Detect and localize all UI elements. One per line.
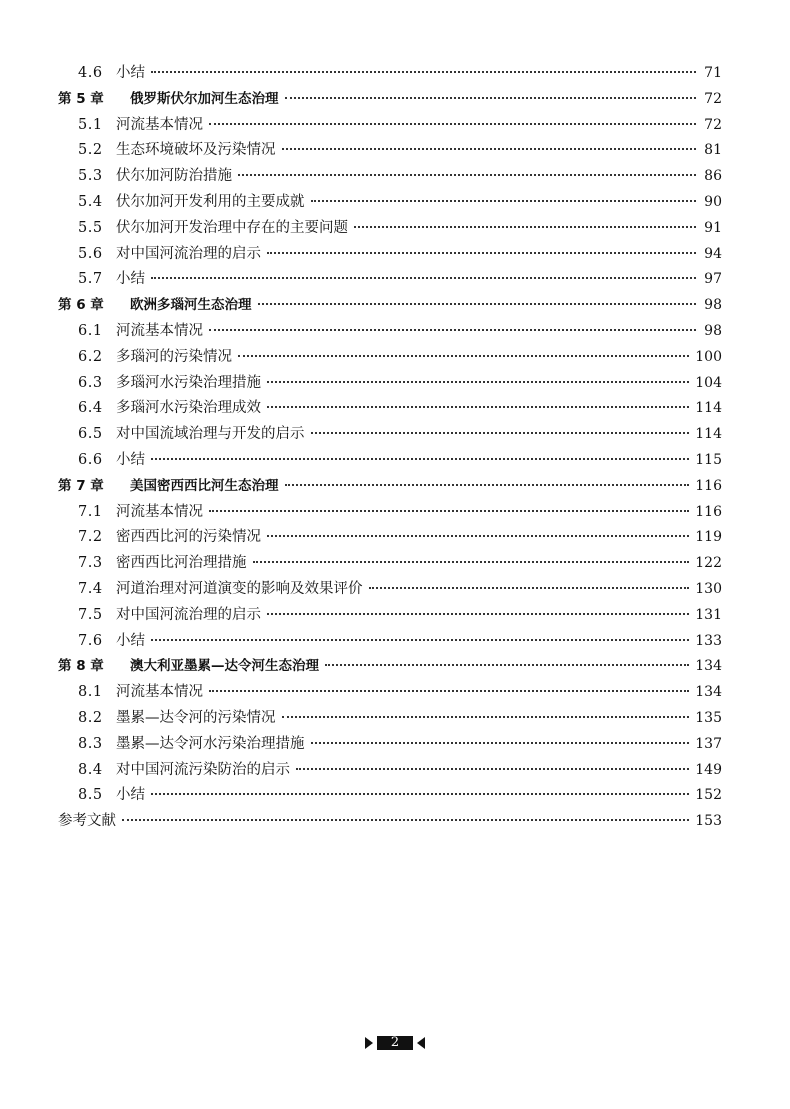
toc-entry-title: 参考文献	[58, 813, 116, 830]
toc-entry-title: 多瑙河水污染治理措施	[116, 374, 261, 391]
dot-leader	[282, 716, 690, 718]
page-number: 2	[377, 1036, 413, 1050]
toc-entry-number: 5.2	[78, 142, 103, 159]
dot-leader	[209, 690, 689, 692]
dot-leader	[354, 226, 696, 228]
toc-section-entry[interactable]	[58, 267, 722, 293]
toc-entry-number: 8.5	[78, 787, 103, 804]
toc-section-entry[interactable]	[58, 345, 722, 371]
toc-entry-number: 7.2	[78, 529, 103, 546]
toc-entry-page: 91	[704, 219, 722, 236]
toc-entry-title: 河流基本情况	[116, 322, 203, 339]
toc-entry-page: 72	[704, 116, 722, 133]
toc-entry-title: 小结	[116, 787, 145, 804]
toc-entry-page: 98	[704, 297, 722, 314]
toc-entry-page: 116	[695, 503, 722, 520]
toc-entry-page: 135	[695, 709, 722, 726]
toc-section-entry[interactable]	[58, 783, 722, 809]
toc-section-entry[interactable]	[58, 603, 722, 629]
toc-entry-page: 97	[704, 271, 722, 288]
toc-entry-page: 71	[704, 65, 722, 81]
toc-entry-title: 墨累—达令河水污染治理措施	[116, 735, 305, 752]
toc-section-entry[interactable]	[58, 371, 722, 397]
arrow-left-icon	[417, 1037, 425, 1049]
toc-entry-page: 94	[704, 245, 722, 262]
dot-leader	[151, 793, 689, 795]
toc-entry-title: 小结	[116, 271, 145, 288]
toc-entry-number: 8.3	[78, 735, 103, 752]
toc-section-entry[interactable]	[58, 319, 722, 345]
toc-entry-title: 欧洲多瑙河生态治理	[130, 297, 252, 314]
toc-entry-page: 116	[695, 477, 722, 494]
toc-entry-page: 152	[695, 787, 722, 804]
toc-entry-page: 122	[695, 555, 722, 572]
toc-section-entry[interactable]	[58, 680, 722, 706]
toc-entry-number: 8.2	[78, 709, 103, 726]
toc-entry-number: 第 8 章	[58, 658, 104, 675]
toc-entry-page: 86	[704, 168, 722, 185]
toc-chapter-entry[interactable]	[58, 474, 722, 500]
toc-entry-number: 6.2	[78, 348, 103, 365]
toc-entry-title: 伏尔加河开发治理中存在的主要问题	[116, 219, 348, 236]
dot-leader	[151, 71, 696, 73]
dot-leader	[311, 200, 697, 202]
toc-entry-number: 6.3	[78, 374, 103, 391]
toc-entry-page: 90	[704, 193, 722, 210]
toc-entry-number: 6.5	[78, 426, 103, 443]
toc-section-entry[interactable]	[58, 216, 722, 242]
toc-chapter-entry[interactable]	[58, 293, 722, 319]
dot-leader	[238, 174, 696, 176]
toc-entry-number: 5.7	[78, 271, 103, 288]
toc-entry-title: 美国密西西比河生态治理	[130, 477, 279, 494]
dot-leader	[258, 303, 697, 305]
toc-entry-title: 密西西比河的污染情况	[116, 529, 261, 546]
toc-entry-page: 72	[704, 90, 722, 107]
toc-entry-number: 7.5	[78, 606, 103, 623]
toc-section-entry[interactable]	[58, 164, 722, 190]
toc-entry-number: 4.6	[78, 65, 103, 81]
toc-chapter-entry[interactable]	[58, 654, 722, 680]
toc-section-entry[interactable]	[58, 242, 722, 268]
toc-entry-title: 对中国河流治理的启示	[116, 245, 261, 262]
dot-leader	[285, 484, 690, 486]
toc-entry-number: 5.4	[78, 193, 103, 210]
toc-section-entry[interactable]	[58, 113, 722, 139]
toc-entry-title: 墨累—达令河的污染情况	[116, 709, 276, 726]
toc-entry-number: 8.4	[78, 761, 103, 778]
toc-entry-page: 100	[695, 348, 722, 365]
toc-entry-number: 6.6	[78, 451, 103, 468]
toc-entry-title: 生态环境破坏及污染情况	[116, 142, 276, 159]
toc-chapter-entry[interactable]	[58, 87, 722, 113]
toc-section-entry[interactable]	[58, 448, 722, 474]
dot-leader	[209, 510, 689, 512]
toc-section-entry[interactable]	[58, 138, 722, 164]
dot-leader	[311, 432, 690, 434]
toc-entry-page: 153	[695, 813, 722, 830]
dot-leader	[267, 535, 689, 537]
toc-entry-title: 小结	[116, 65, 145, 81]
toc-section-entry[interactable]	[58, 551, 722, 577]
dot-leader	[151, 639, 689, 641]
toc-section-entry[interactable]	[58, 577, 722, 603]
toc-entry-page: 115	[695, 451, 722, 468]
toc-section-entry[interactable]	[58, 758, 722, 784]
toc-section-entry[interactable]	[58, 396, 722, 422]
toc-entry-number: 5.1	[78, 116, 103, 133]
toc-section-entry[interactable]	[58, 422, 722, 448]
toc-entry-title: 多瑙河的污染情况	[116, 348, 232, 365]
toc-entry-page: 81	[704, 142, 722, 159]
toc-entry-title: 伏尔加河开发利用的主要成就	[116, 193, 305, 210]
toc-entry-title: 对中国河流治理的启示	[116, 606, 261, 623]
dot-leader	[151, 277, 696, 279]
toc-entry-title: 俄罗斯伏尔加河生态治理	[130, 90, 279, 107]
toc-entry-title: 对中国河流污染防治的启示	[116, 761, 290, 778]
toc-entry-page: 104	[695, 374, 722, 391]
toc-entry-page: 114	[695, 426, 722, 443]
toc-section-entry[interactable]	[58, 500, 722, 526]
toc-entry-number: 第 6 章	[58, 297, 104, 314]
toc-entry-page: 134	[695, 658, 722, 675]
dot-leader	[122, 819, 689, 821]
toc-entry-number: 5.5	[78, 219, 103, 236]
toc-entry-page: 149	[695, 761, 722, 778]
dot-leader	[209, 123, 696, 125]
dot-leader	[151, 458, 689, 460]
toc-section-entry[interactable]	[58, 706, 722, 732]
toc-entry-number: 第 7 章	[58, 477, 104, 494]
toc-entry-title: 河道治理对河道演变的影响及效果评价	[116, 580, 363, 597]
toc-section-entry[interactable]	[58, 190, 722, 216]
toc-entry-page: 137	[695, 735, 722, 752]
toc-section-entry[interactable]	[58, 525, 722, 551]
toc-section-entry[interactable]	[58, 732, 722, 758]
toc-entry-page: 114	[695, 400, 722, 417]
page-footer	[0, 1036, 790, 1050]
dot-leader	[267, 613, 689, 615]
toc-entry-title: 密西西比河治理措施	[116, 555, 247, 572]
toc-entry-page: 130	[695, 580, 722, 597]
dot-leader	[209, 329, 696, 331]
toc-entry-title: 对中国流域治理与开发的启示	[116, 426, 305, 443]
toc-entry-title: 河流基本情况	[116, 684, 203, 701]
toc-entry-title: 澳大利亚墨累—达令河生态治理	[130, 658, 319, 675]
arrow-right-icon	[365, 1037, 373, 1049]
toc-entry-page: 134	[695, 684, 722, 701]
toc-entry-page: 98	[704, 322, 722, 339]
dot-leader	[282, 148, 697, 150]
dot-leader	[285, 97, 697, 99]
toc-entry-number: 7.6	[78, 632, 103, 649]
toc-entry-page: 131	[695, 606, 722, 623]
toc-entry-title: 小结	[116, 451, 145, 468]
toc-entry-page: 119	[695, 529, 722, 546]
toc-entry-number: 6.4	[78, 400, 103, 417]
toc-entry-number: 6.1	[78, 322, 103, 339]
toc-entry-page: 133	[695, 632, 722, 649]
toc-entry-title: 伏尔加河防治措施	[116, 168, 232, 185]
table-of-contents	[58, 61, 722, 835]
dot-leader	[238, 355, 689, 357]
toc-entry-number: 5.6	[78, 245, 103, 262]
toc-entry-number: 8.1	[78, 684, 103, 701]
dot-leader	[267, 406, 689, 408]
toc-entry-number: 7.4	[78, 580, 103, 597]
dot-leader	[296, 768, 689, 770]
dot-leader	[325, 664, 689, 666]
toc-entry-title: 多瑙河水污染治理成效	[116, 400, 261, 417]
toc-entry-title: 河流基本情况	[116, 503, 203, 520]
toc-entry-number: 7.3	[78, 555, 103, 572]
dot-leader	[267, 252, 696, 254]
toc-section-entry[interactable]	[58, 629, 722, 655]
toc-entry-title: 小结	[116, 632, 145, 649]
toc-section-entry[interactable]	[58, 61, 722, 87]
dot-leader	[369, 587, 690, 589]
toc-entry-number: 5.3	[78, 168, 103, 185]
dot-leader	[311, 742, 690, 744]
toc-entry-number: 7.1	[78, 503, 103, 520]
dot-leader	[267, 381, 689, 383]
toc-entry-title: 河流基本情况	[116, 116, 203, 133]
toc-references-entry[interactable]	[58, 809, 722, 835]
toc-entry-number: 第 5 章	[58, 90, 104, 107]
dot-leader	[253, 561, 690, 563]
